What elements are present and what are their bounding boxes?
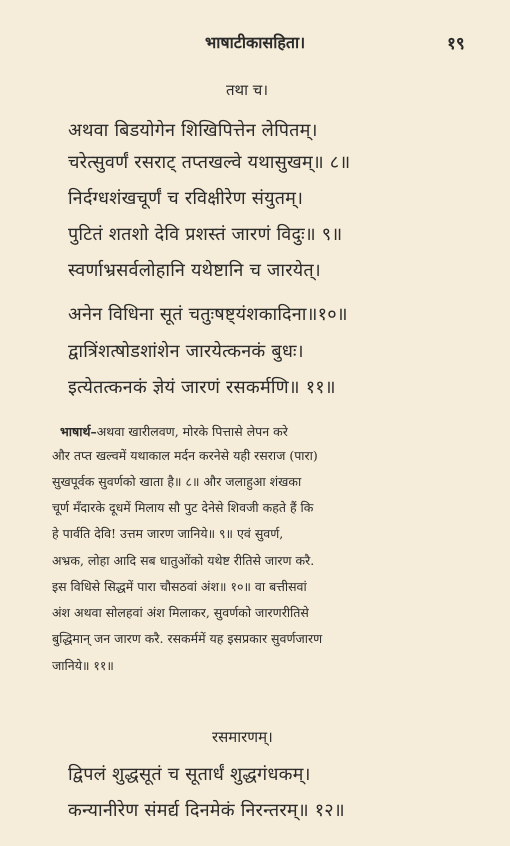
commentary-line: सुखपूर्वक सुवर्णको खाता है॥ ८॥ और जलाहुआ शंखका [52, 474, 302, 489]
verse-line: पुटितं शतशो देवि प्रशस्तं जारणं विदुः॥ ९॥ [68, 224, 343, 245]
verse-line: स्वर्णाभ्रसर्वलोहानि यथेष्टानि च जारयेत्। [68, 260, 321, 281]
verse-line: अथवा बिडयोगेन शिखिपित्तेन लेपितम्। [68, 120, 318, 141]
verse-line: निर्दग्धशंखचूर्णं च रविक्षीरेण संयुतम्। [68, 188, 304, 209]
verse-line: द्विपलं शुद्धसूतं च सूतार्धं शुद्धगंधकम्। [68, 764, 311, 785]
verse-line: कन्यानीरेण संमर्द्य दिनमेकं निरन्तरम्॥ १२॥ [68, 800, 345, 821]
commentary-line: अंश अथवा सोलहवां अंश मिलाकर, सुवर्णको जारणरीतिसे [52, 605, 309, 620]
verse-line: अनेन विधिना सूतं चतुःषष्ट्यंशकादिना॥१०॥ [68, 304, 348, 325]
commentary-line: इस विधिसे सिद्धमें पारा चौसठवां अंश॥ १०॥ वा बत्तीसवां [52, 579, 307, 594]
commentary-line: चूर्ण मँदारके दूधमें मिलाय सौ पुट देनेसे शिवजी कहते हैं कि [52, 500, 314, 515]
verse-intro: तथा च। [226, 81, 268, 99]
running-title: भाषाटीकासहिता। [205, 33, 306, 52]
commentary-line: और तप्त खल्वमें यथाकाल मर्दन करनेसे यही रसराज (पारा) [52, 448, 318, 463]
page-number: १९ [447, 34, 465, 54]
verse-line: चरेत्सुवर्णं रसराट् तप्तखल्वे यथासुखम्॥ ८॥ [68, 152, 351, 173]
verse-line: द्वात्रिंशत्षोडशांशेन जारयेत्कनकं बुधः। [68, 341, 304, 362]
commentary-text: अथवा खारीलवण, मोरके पित्तासे लेपन करे [96, 424, 288, 439]
commentary-line: अभ्रक, लोहा आदि सब धातुओंको यथेष्ट रीतिसे जारण करै. [52, 553, 315, 568]
section-heading: रसमारणम्। [212, 728, 273, 746]
commentary-label: भाषार्थ– [60, 424, 97, 439]
commentary-line: बुद्धिमान् जन जारण करै. रसकर्ममें यह इसप्रकार सुवर्णजारण [52, 631, 323, 646]
commentary-line: जानिये॥ ११॥ [52, 658, 114, 673]
verse-line: इत्येतत्कनकं ज्ञेयं जारणं रसकर्मणि॥ ११॥ [68, 377, 336, 398]
page-header [0, 31, 510, 59]
commentary-line: हे पार्वति देवि! उत्तम जारण जानिये॥ ९॥ एवं सुवर्ण, [52, 526, 284, 541]
commentary-line [60, 423, 288, 440]
